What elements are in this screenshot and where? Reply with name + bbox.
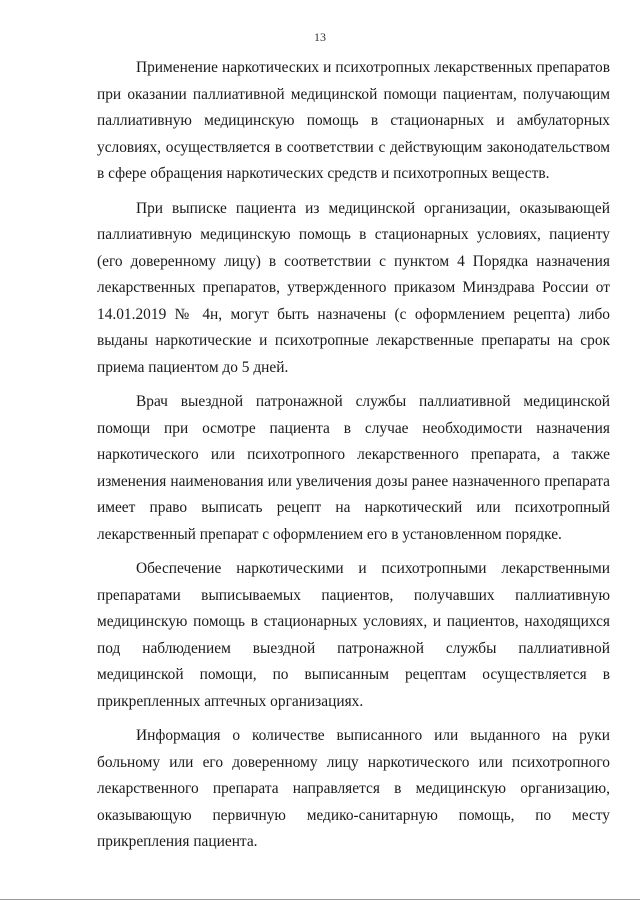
text-line: имеет право выписать рецепт на наркотический или психотропный (97, 499, 610, 516)
text-line: больному или его доверенному лицу наркотического или психотропного (97, 753, 610, 771)
text-line: препаратами выписываемых пациентов, получавших паллиативную (97, 586, 610, 604)
text-line: наркотического или психотропного лекарственного препарата, а также (97, 446, 610, 463)
text-line: медицинскую помощь в стационарных условиях, и пациентов, находящихся (97, 613, 610, 630)
paragraph-information-transfer (97, 723, 610, 856)
text-line: приема пациентом до 5 дней. (97, 358, 289, 376)
text-line: При выписке пациента из медицинской организации, оказывающей (136, 199, 610, 217)
paragraph-discharge-prescription (97, 196, 610, 382)
paragraph-pharmacy-supply (97, 556, 610, 715)
text-line: прикрепленных аптечных организациях. (97, 692, 364, 710)
text-line: лекарственный препарат с оформлением его в установленном порядке. (97, 525, 562, 543)
text-line: Обеспечение наркотическими и психотропными лекарственными (136, 560, 610, 577)
text-line: Информация о количестве выписанного или выданного на руки (136, 727, 610, 744)
page-bottom-edge (0, 899, 640, 900)
text-line: паллиативную медицинскую помощь в стационарных условиях, пациенту (97, 226, 610, 243)
document-body (97, 55, 610, 864)
text-line: условиях, осуществляется в соответствии с действующим законодательством (97, 138, 610, 156)
text-line: при оказании паллиативной медицинской помощи пациентам, получающим (97, 85, 610, 103)
text-line: лекарственных препаратов, утвержденного приказом Минздрава России от (97, 279, 610, 296)
text-line: Врач выездной патронажной службы паллиативной медицинской (136, 393, 610, 410)
text-line: Применение наркотических и психотропных лекарственных препаратов (136, 59, 610, 76)
paragraph-visiting-doctor (97, 389, 610, 548)
text-line: изменения наименования или увеличения дозы ранее назначенного препарата (97, 472, 610, 490)
text-line: медицинской помощи, по выписанным рецептам осуществляется в (97, 666, 610, 683)
text-line: оказывающую первичную медико-санитарную помощь, по месту (97, 806, 610, 824)
text-line: 14.01.2019 № 4н, могут быть назначены (с оформлением рецепта) либо (97, 305, 610, 323)
text-line: выданы наркотические и психотропные лекарственные препараты на срок (97, 332, 610, 349)
text-line: в сфере обращения наркотических средств и психотропных веществ. (97, 165, 550, 182)
page-number: 13 (314, 30, 326, 44)
paragraph-narcotics-palliative-care (97, 55, 610, 188)
text-line: паллиативную медицинскую помощь в стационарных и амбулаторных (97, 112, 610, 129)
text-line: прикрепления пациента. (97, 833, 258, 850)
text-line: помощи при осмотре пациента в случае необходимости назначения (97, 419, 610, 437)
text-line: под наблюдением выездной патронажной службы паллиативной (97, 639, 610, 657)
text-line: (его доверенному лицу) в соответствии с пунктом 4 Порядка назначения (97, 252, 610, 270)
text-line: лекарственного препарата направляется в медицинскую организацию, (97, 780, 610, 797)
